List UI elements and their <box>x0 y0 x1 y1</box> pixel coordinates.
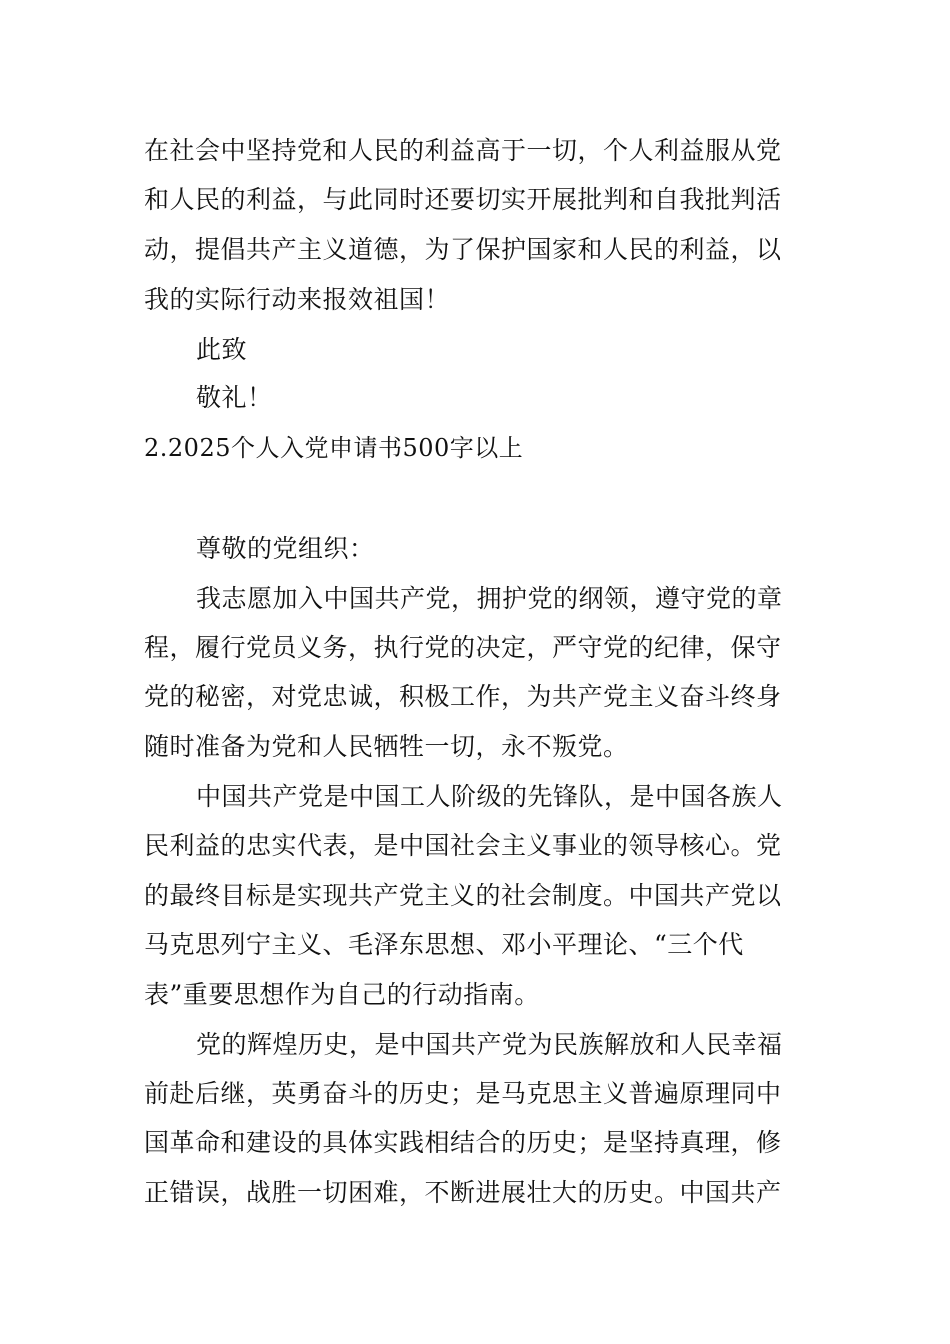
paragraph-line: 在社会中坚持党和人民的利益高于一切，个人利益服从党 <box>144 136 782 165</box>
paragraph-line: 我的实际行动来报效祖国！ <box>144 285 451 314</box>
paragraph-line: 前赴后继，英勇奋斗的历史；是马克思主义普遍原理同中 <box>144 1079 782 1108</box>
paragraph-line: 和人民的利益，与此同时还要切实开展批判和自我批判活 <box>144 185 782 214</box>
closing-jing-li: 敬礼！ <box>196 383 273 412</box>
paragraph-line: 中国共产党是中国工人阶级的先锋队，是中国各族人 <box>196 782 783 811</box>
paragraph-line: 的最终目标是实现共产党主义的社会制度。中国共产党以 <box>144 881 782 910</box>
paragraph-line: 马克思列宁主义、毛泽东思想、邓小平理论、“三个代 <box>144 930 744 959</box>
closing-ci-zhi: 此致 <box>196 335 248 364</box>
paragraph-line: 正错误，战胜一切困难，不断进展壮大的历史。中国共产 <box>144 1178 782 1207</box>
paragraph-line: 国革命和建设的具体实践相结合的历史；是坚持真理，修 <box>144 1128 782 1157</box>
paragraph-line: 表”重要思想作为自己的行动指南。 <box>144 980 540 1009</box>
paragraph-line: 程，履行党员义务，执行党的决定，严守党的纪律，保守 <box>144 633 782 662</box>
paragraph-line: 动，提倡共产主义道德，为了保护国家和人民的利益，以 <box>144 235 782 264</box>
section-heading: 2.2025个人入党申请书500字以上 <box>144 434 524 462</box>
paragraph-line: 民利益的忠实代表，是中国社会主义事业的领导核心。党 <box>144 831 782 860</box>
salutation: 尊敬的党组织： <box>196 534 375 563</box>
paragraph-line: 随时准备为党和人民牺牲一切，永不叛党。 <box>144 732 629 761</box>
paragraph-line: 我志愿加入中国共产党，拥护党的纲领，遵守党的章 <box>196 584 783 613</box>
paragraph-line: 党的辉煌历史，是中国共产党为民族解放和人民幸福 <box>196 1030 783 1059</box>
paragraph-line: 党的秘密，对党忠诚，积极工作，为共产党主义奋斗终身 <box>144 682 782 711</box>
